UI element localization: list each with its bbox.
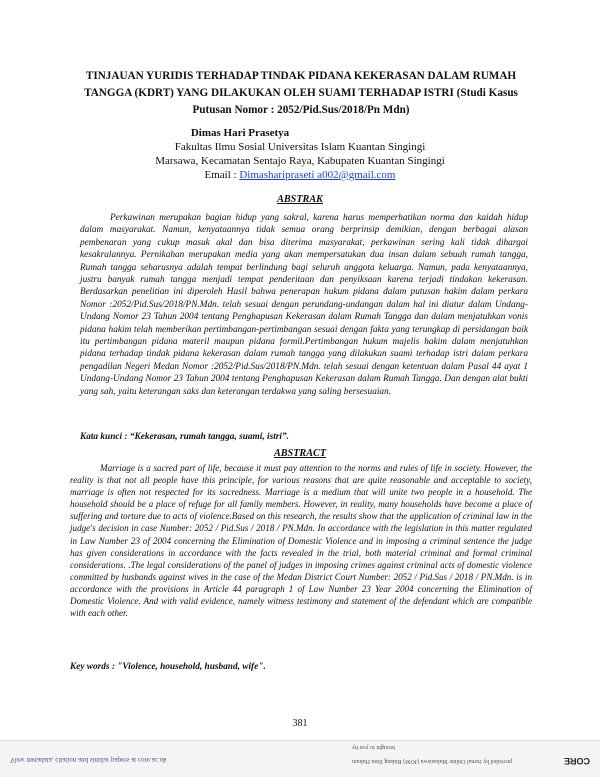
email-link[interactable]: Dimasharipraseti a002@gmail.com	[239, 169, 396, 181]
email-line	[0, 168, 600, 182]
abstract-text: Marriage is a sacred part of life, because it must pay attention to the norms and rules of life in society. However, the reality is that not all people have this principle, for various reasons that are quite reasonable and acceptable to society, marriage is often not respected for its sacredness. Marriage is a medium that will unite two people in a household. The household should be a place of refuge for all family members. However, in reality, many households have become a place of suffering and torture due to acts of violence.Based on this research, the results show that the application of criminal law in the judge's decision in case Number: 2052 / Pid.Sus / 2018 / PN.Mdn. In accordance with the legislation in this matter regulated in Law Number 23 of 2004 concerning the Elimination of Domestic Violence and in imposing a criminal sentence the judge has given considerations in accordance with the facts revealed in the trial, both material criminal and formal criminal considerations. .The legal considerations of the panel of judges in imposing crimes against criminal acts of domestic violence committed by husbands against wives in the case of the Medan District Court Number: 2052 / Pid.Sus / 2018 / PN.Mdn. is in accordance with the provisions in Article 44 paragraph 1 of Law Number 23 Year 2004 concerning the Elimination of Domestic Violence. And with valid evidence, namely witness testimony and statement of the defendant which are compatible with each other.	[70, 463, 532, 619]
abstrak-keywords: Kata kunci : “Kekerasan, rumah tangga, suami, istri”.	[80, 432, 289, 442]
abstract-keywords: Key words : "Violence, household, husband, wife".	[70, 662, 266, 672]
provider-text: provided by Jurnal Online Mahasiswa (JOM) Bidang Ilmu Hukum	[352, 758, 512, 764]
core-logo[interactable]: CORE	[563, 756, 590, 766]
affiliation-line-2: Marsawa, Kecamatan Sentajo Raya, Kabupaten Kuantan Singingi	[155, 155, 445, 167]
email-label: Email :	[204, 169, 240, 181]
page-number: 381	[292, 718, 308, 729]
abstrak-text: Perkawinan merupakan bagian hidup yang sakral, karena harus memperhatikan norma dan kaidah hidup dalam masyarakat. Namun, kenyataannya tidak semua orang berprinsip demikian, dengan berbagai alasan pembenaran yang cukup masuk akal dan bisa diterima masyarakat, perkawinan sering kali tidak dihargai kesakralannya. Pernikahan merupakan media yang akan mempersatukan dua insan dalam sebuah rumah tangga, Rumah tangga seharusnya adalah tempat berlindung bagi seluruh anggota keluarga. Namun, pada kenyataannya, justru banyak rumah tangga menjadi tempat penderitaan dan penyiksaan karena terjadi tindakan kekerasan. Berdasarkan penelitian ini diperoleh Hasil bahwa penerapan hukum pidana dalam putusan hakim dalam perkara Nomor :2052/Pid.Sus/2018/PN.Mdn. telah sesuai dengan perundang-undangan dalam hal ini diatur dalam Undang-Undang Nomor 23 Tahun 2004 tentang Penghapusan Kekerasan dalam Rumah Tangga dan dalam menjatuhkan vonis pidana hakim telah memberikan pertimbangan-pertimbangan sesuai dengan fakta yang terungkap di persidangan baik itu pertimbangan pidana materil maupun pidana formil.Pertimbangan hukum majelis hakim dalam menjatuhkan pidana terhadap tindak pidana kekerasan dalam rumah tangga yang dilakukan suami terhadap istri dalam perkara pengadilan Negeri Medan Nomor :2052/Pid.Sus/2018/PN.Mdn. telah sesuai dengan ketentuan dalam Pasal 44 ayat 1 Undang-Undang Nomor 23 Tahun 2004 tentang Penghapusan Kekerasan dalam Rumah Tangga. Dan dengan alat bukti yang sah, yaitu keterangan saks dan keterangan terdakwa yang saling bersesuaian.	[80, 213, 528, 397]
brought-by-text: brought to you by	[352, 744, 395, 750]
affiliation-line-1: Fakultas Ilmu Sosial Universitas Islam Kuantan Singingi	[174, 141, 426, 153]
abstract-heading: ABSTRACT	[273, 448, 327, 459]
paper-title: TINJAUAN YURIDIS TERHADAP TINDAK PIDANA KEKERASAN DALAM RUMAH TANGGA (KDRT) YANG DILAKUKAN OLEH SUAMI TERHADAP ISTRI (Studi Kasus Putusan Nomor : 2052/Pid.Sus/2018/Pn Mdn)	[84, 70, 518, 116]
author-name: Dimas Hari Prasetya	[190, 127, 290, 139]
metadata-link[interactable]: View metadata, citation and similar papers at core.ac.uk	[10, 756, 167, 764]
abstrak-heading: ABSTRAK	[277, 194, 323, 205]
